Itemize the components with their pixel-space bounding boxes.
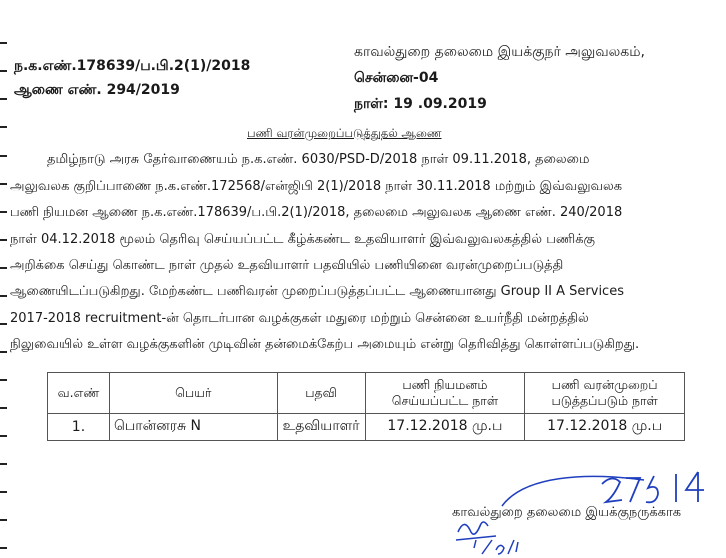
margin-mark [0, 239, 7, 241]
margin-mark [0, 70, 7, 72]
office-city: சென்னை-04 [354, 70, 439, 86]
cell-appointment-date: 17.12.2018 மு.ப [365, 414, 525, 441]
margin-mark [0, 295, 7, 297]
handwritten-number-signature [494, 466, 720, 512]
cell-regularisation-date: 17.12.2018 மு.ப [525, 414, 685, 441]
body-line: ஆணையிடப்படுகிறது. மேற்கண்ட பணிவரன் முறைப்படுத்தப்பட்ட ஆணையானது Group II A Services [10, 284, 624, 299]
cell-serial: 1. [48, 414, 110, 441]
margin-mark [0, 351, 7, 353]
table-row [48, 414, 685, 441]
body-line: நாள் 04.12.2018 மூலம் தெரிவு செய்யப்பட்ட கீழ்க்கண்ட உதவியாளர் இவ்வலுவலகத்தில் பணிக்கு [10, 232, 596, 247]
col-header-name: பெயர் [109, 373, 277, 414]
margin-mark [0, 126, 7, 128]
margin-mark [0, 547, 7, 549]
margin-mark [0, 379, 7, 381]
margin-mark [0, 323, 7, 325]
body-line: தமிழ்நாடு அரசு தேர்வாணையம் ந.க.எண். 6030/PSD-D/2018 நாள் 09.11.2018, தலைமை [47, 152, 590, 167]
col-header-regularisation-date: பணி வரன்முறைப் படுத்தப்படும் நாள் [525, 373, 685, 414]
margin-mark [0, 267, 7, 269]
table-header-row [48, 373, 685, 414]
col-header-appointment-date: பணி நியமனம் செய்யப்பட்ட நாள் [365, 373, 525, 414]
margin-mark [0, 155, 7, 157]
order-number: ஆணை எண். 294/2019 [14, 82, 180, 98]
order-date: நாள்: 19 .09.2019 [354, 96, 487, 112]
margin-mark [0, 435, 7, 437]
body-line: பணி நியமன ஆணை ந.க.எண்.178639/ப.பி.2(1)/2018, தலைமை அலுவலக ஆணை எண். 240/2018 [10, 205, 623, 220]
page-title: பணி வரன்முறைப்படுத்துதல் ஆணை [247, 126, 442, 140]
margin-mark [0, 519, 7, 521]
margin-mark [0, 463, 7, 465]
reference-number: ந.க.எண்.178639/ப.பி.2(1)/2018 [14, 58, 251, 74]
col-header-serial: வ.எண் [48, 373, 110, 414]
cell-name: பொன்னரசு N [109, 414, 277, 441]
initials-signature [452, 514, 528, 558]
body-line: அலுவலக குறிப்பாணை ந.க.எண்.172568/என்ஜிபி 2(1)/2018 நாள் 30.11.2018 மற்றும் இவ்வலுவலக [10, 179, 623, 194]
signatory-designation: காவல்துறை தலைமை இயக்குநருக்காக [452, 505, 682, 520]
body-line: 2017-2018 recruitment-ன் தொடர்பான வழக்குகள் மதுரை மற்றும் சென்னை உயர்நீதி மன்றத்தில் [10, 311, 589, 326]
margin-mark [0, 491, 7, 493]
margin-mark [0, 407, 7, 409]
appointment-table [47, 372, 685, 441]
body-line: நிலுவையில் உள்ள வழக்குகளின் முடிவின் தன்மைக்கேற்ப அமையும் என்று தெரிவித்து கொள்ளப்படுகிறது. [10, 337, 640, 352]
body-line: அறிக்கை செய்து கொண்ட நாள் முதல் உதவியாளர் பதவியில் பணியினை வரன்முறைப்படுத்தி [10, 258, 564, 273]
office-name: காவல்துறை தலைமை இயக்குநர் அலுவலகம், [354, 44, 645, 60]
margin-mark [0, 98, 7, 100]
col-header-post: பதவி [277, 373, 365, 414]
margin-mark [0, 42, 7, 44]
margin-mark [0, 183, 7, 185]
cell-post: உதவியாளர் [277, 414, 365, 441]
margin-mark [0, 211, 7, 213]
